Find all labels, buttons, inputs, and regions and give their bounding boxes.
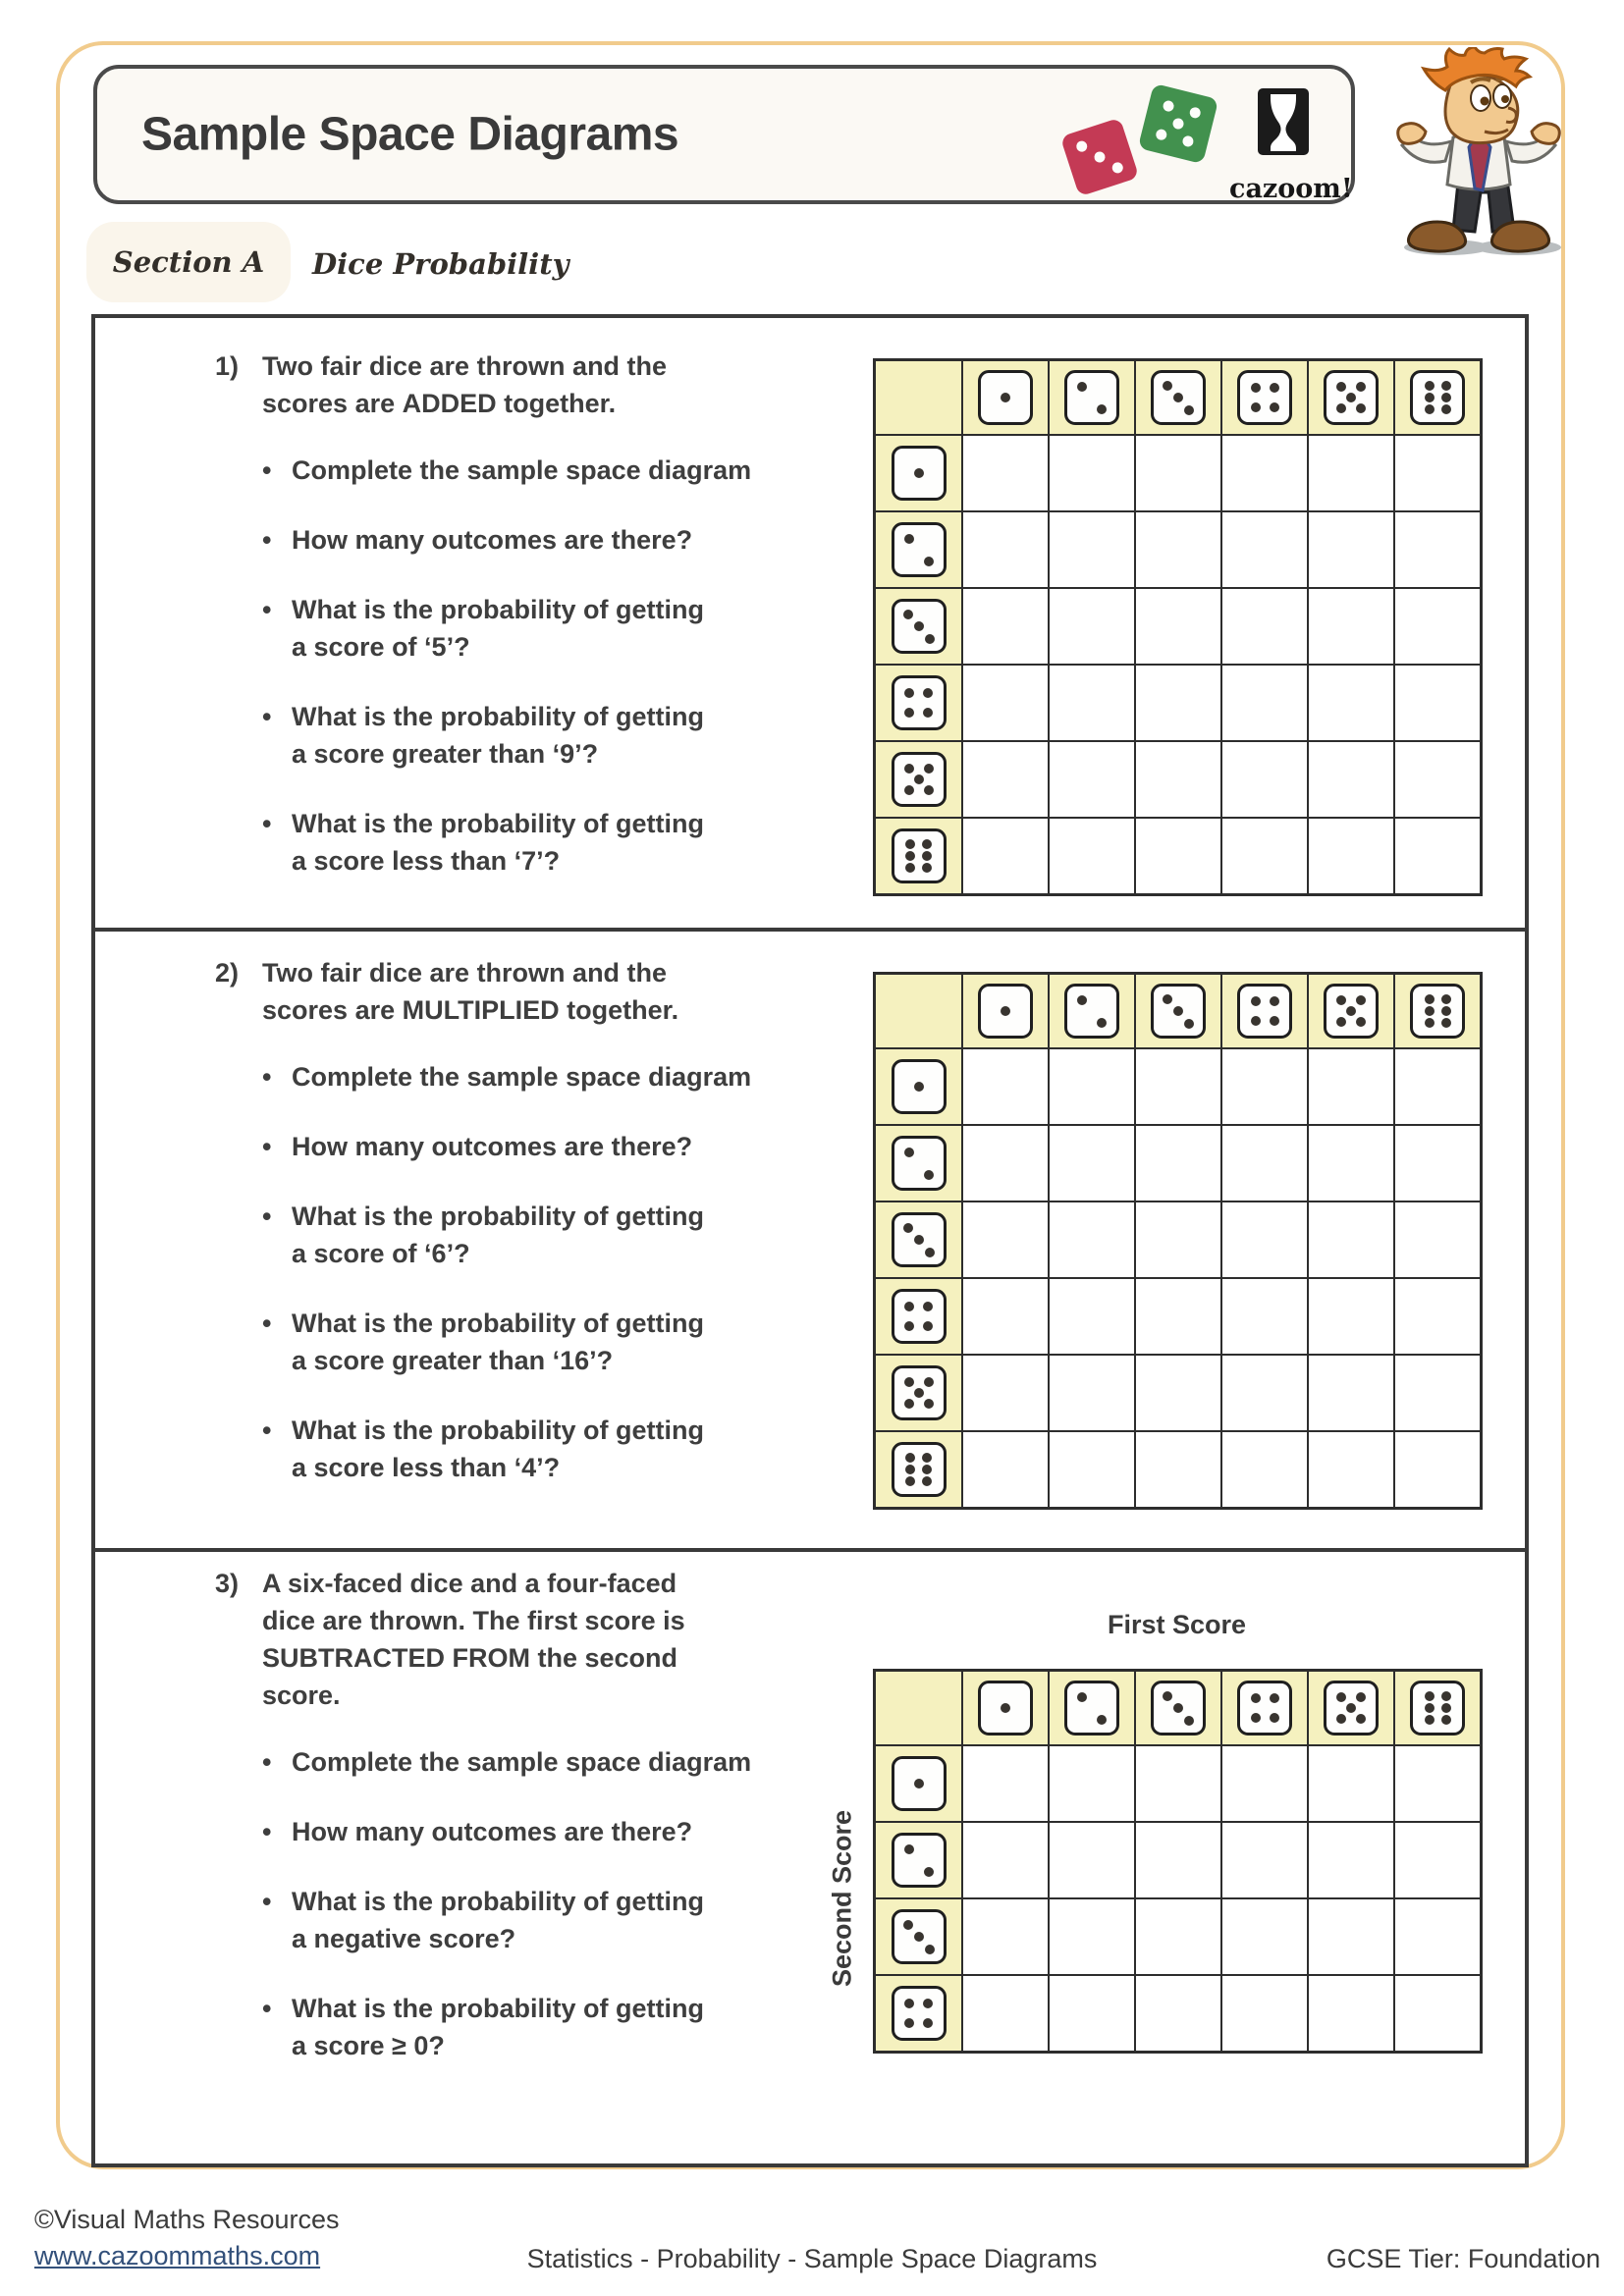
- grid-answer-cell: [963, 1746, 1048, 1821]
- grid-answer-cell: [1309, 1126, 1393, 1201]
- grid-answer-cell: [1395, 1746, 1480, 1821]
- brand-logo: [1229, 88, 1353, 204]
- grid-answer-cell: [1222, 1746, 1307, 1821]
- grid-answer-cell: [1136, 1823, 1220, 1897]
- grid-answer-cell: [1222, 1976, 1307, 2051]
- die-2-icon: [892, 1833, 947, 1888]
- grid-answer-cell: [1222, 589, 1307, 664]
- question-intro: 1) Two fair dice are thrown and the scores are ADDED together.: [215, 347, 804, 422]
- section-label: Section A: [112, 245, 265, 279]
- section-label-pill: [86, 222, 291, 302]
- grid-answer-cell: [1395, 1202, 1480, 1277]
- copyright-text: ©Visual Maths Resources: [34, 2205, 340, 2234]
- page-title: Sample Space Diagrams: [141, 108, 679, 161]
- question-bullet: • How many outcomes are there?: [256, 521, 804, 559]
- die-3-icon: [892, 1212, 947, 1267]
- grid-answer-cell: [1050, 1432, 1134, 1507]
- grid-corner-cell: [876, 975, 961, 1047]
- grid-row-header: [876, 1356, 961, 1430]
- grid-answer-cell: [1309, 436, 1393, 510]
- grid-answer-cell: [1309, 742, 1393, 817]
- die-3-icon: [892, 599, 947, 654]
- die-2-icon: [1064, 370, 1119, 425]
- grid-answer-cell: [1309, 1202, 1393, 1277]
- die-1-icon: [892, 446, 947, 501]
- grid-answer-cell: [1136, 819, 1220, 893]
- die-3-icon: [1151, 370, 1206, 425]
- grid-answer-cell: [1309, 1432, 1393, 1507]
- grid-answer-cell: [1395, 1976, 1480, 2051]
- grid-column-header: [1395, 1672, 1480, 1744]
- grid-row-header: [876, 819, 961, 893]
- bullet-icon: •: [262, 1308, 272, 1338]
- question-bullet: • What is the probability of getting a score less than ‘7’?: [256, 805, 804, 880]
- grid-answer-cell: [1050, 436, 1134, 510]
- grid-answer-cell: [1395, 512, 1480, 587]
- grid-answer-cell: [1136, 742, 1220, 817]
- grid-answer-cell: [963, 1202, 1048, 1277]
- grid-column-header: [1136, 1672, 1220, 1744]
- question-bullet-list: [215, 1058, 804, 1486]
- grid-answer-cell: [1050, 742, 1134, 817]
- sample-space-grid-3: [873, 1669, 1483, 2054]
- grid-column-header: [963, 975, 1048, 1047]
- die-2-icon: [892, 1136, 947, 1191]
- grid-answer-cell: [1395, 666, 1480, 740]
- grid-row-header: [876, 1202, 961, 1277]
- brand-logo-text: cazoom!: [1229, 174, 1353, 204]
- question-bullet: • What is the probability of getting a negative score?: [256, 1883, 804, 1957]
- grid-answer-cell: [1222, 512, 1307, 587]
- grid-answer-cell: [1136, 1279, 1220, 1354]
- question-bullet: • Complete the sample space diagram: [256, 1058, 804, 1095]
- sample-space-grid-2: [873, 972, 1483, 1510]
- bullet-icon: •: [262, 1747, 272, 1777]
- grid-column-header: [1050, 975, 1134, 1047]
- grid-answer-cell: [1136, 589, 1220, 664]
- grid-answer-cell: [963, 1976, 1048, 2051]
- grid-answer-cell: [1136, 1049, 1220, 1124]
- grid-corner-cell: [876, 361, 961, 434]
- die-4-icon: [1237, 1681, 1292, 1735]
- grid-row-header: [876, 436, 961, 510]
- die-2-icon: [1064, 984, 1119, 1039]
- grid-row-header: [876, 666, 961, 740]
- question-intro: 2) Two fair dice are thrown and the scores are MULTIPLIED together.: [215, 954, 804, 1029]
- first-score-label: First Score: [1107, 1610, 1247, 1639]
- die-5-icon: [1324, 1681, 1379, 1735]
- grid-row-header: [876, 1432, 961, 1507]
- grid-answer-cell: [1395, 1126, 1480, 1201]
- question-bullet: • What is the probability of getting a score greater than ‘16’?: [256, 1305, 804, 1379]
- die-6-icon: [1410, 1681, 1465, 1735]
- grid-answer-cell: [1222, 1823, 1307, 1897]
- grid-column-header: [963, 361, 1048, 434]
- die-1-icon: [978, 1681, 1033, 1735]
- question-bullet: • What is the probability of getting a score of ‘5’?: [256, 591, 804, 666]
- grid-answer-cell: [1395, 1899, 1480, 1974]
- die-5-icon: [892, 752, 947, 807]
- grid-answer-cell: [1222, 1432, 1307, 1507]
- grid-answer-cell: [1395, 1356, 1480, 1430]
- grid-answer-cell: [1050, 819, 1134, 893]
- second-score-label: Second Score: [827, 1809, 857, 1988]
- grid-answer-cell: [1395, 1279, 1480, 1354]
- die-4-icon: [892, 1986, 947, 2041]
- grid-answer-cell: [1136, 1899, 1220, 1974]
- die-2-icon: [1064, 1681, 1119, 1735]
- grid-answer-cell: [1050, 1976, 1134, 2051]
- die-3-icon: [1151, 1681, 1206, 1735]
- bullet-icon: •: [262, 809, 272, 838]
- grid-row-header: [876, 742, 961, 817]
- grid-answer-cell: [1309, 1899, 1393, 1974]
- grid-answer-cell: [1050, 1126, 1134, 1201]
- question-number: 3): [215, 1569, 240, 1598]
- die-3-icon: [892, 1909, 947, 1964]
- grid-answer-cell: [1050, 1899, 1134, 1974]
- grid-answer-cell: [1309, 1746, 1393, 1821]
- grid-answer-cell: [963, 1356, 1048, 1430]
- question-3-text: [215, 1565, 804, 2097]
- question-bullet: • Complete the sample space diagram: [256, 1743, 804, 1781]
- grid-row-header: [876, 1976, 961, 2051]
- grid-answer-cell: [1222, 1899, 1307, 1974]
- grid-row-header: [876, 1126, 961, 1201]
- grid-column-header: [1222, 361, 1307, 434]
- grid-answer-cell: [963, 1432, 1048, 1507]
- grid-answer-cell: [1309, 1356, 1393, 1430]
- grid-column-header: [1222, 975, 1307, 1047]
- grid-answer-cell: [1222, 1356, 1307, 1430]
- grid-answer-cell: [1222, 819, 1307, 893]
- section-title: Dice Probability: [312, 247, 569, 281]
- grid-answer-cell: [963, 1126, 1048, 1201]
- grid-answer-cell: [1050, 1356, 1134, 1430]
- grid-answer-cell: [1309, 589, 1393, 664]
- question-bullet: • What is the probability of getting a score ≥ 0?: [256, 1990, 804, 2064]
- die-2-icon: [892, 522, 947, 577]
- grid-answer-cell: [1136, 1746, 1220, 1821]
- grid-answer-cell: [1222, 1049, 1307, 1124]
- grid-column-header: [1050, 361, 1134, 434]
- grid-answer-cell: [1222, 1126, 1307, 1201]
- grid-answer-cell: [1395, 1432, 1480, 1507]
- question-1-text: [215, 347, 804, 912]
- grid-column-header: [1309, 361, 1393, 434]
- grid-answer-cell: [1136, 1976, 1220, 2051]
- question-number: 1): [215, 351, 240, 381]
- grid-column-header: [1136, 361, 1220, 434]
- grid-answer-cell: [1222, 1202, 1307, 1277]
- sample-space-grid-1: [873, 358, 1483, 896]
- die-6-icon: [1410, 984, 1465, 1039]
- die-4-icon: [1237, 984, 1292, 1039]
- question-bullet: • How many outcomes are there?: [256, 1813, 804, 1850]
- bullet-icon: •: [262, 595, 272, 624]
- question-bullet: • What is the probability of getting a score greater than ‘9’?: [256, 698, 804, 773]
- die-4-icon: [892, 1289, 947, 1344]
- section-divider: [95, 1548, 1525, 1552]
- question-bullet: • What is the probability of getting a score less than ‘4’?: [256, 1412, 804, 1486]
- question-bullet-list: [215, 452, 804, 880]
- die-1-icon: [978, 370, 1033, 425]
- grid-answer-cell: [1222, 742, 1307, 817]
- die-5-icon: [1324, 370, 1379, 425]
- grid-row-header: [876, 1746, 961, 1821]
- bullet-icon: •: [262, 1994, 272, 2023]
- question-bullet: • Complete the sample space diagram: [256, 452, 804, 489]
- grid-answer-cell: [1136, 1202, 1220, 1277]
- grid-answer-cell: [1395, 1049, 1480, 1124]
- grid-answer-cell: [1050, 1049, 1134, 1124]
- grid-answer-cell: [963, 436, 1048, 510]
- grid-answer-cell: [1309, 819, 1393, 893]
- grid-answer-cell: [1222, 666, 1307, 740]
- die-6-icon: [1410, 370, 1465, 425]
- grid-answer-cell: [1136, 1432, 1220, 1507]
- grid-answer-cell: [1309, 512, 1393, 587]
- grid-answer-cell: [1050, 512, 1134, 587]
- question-intro: 3) A six-faced dice and a four-faced dice are thrown. The first score is SUBTRACTED FROM the second score.: [215, 1565, 804, 1714]
- grid-answer-cell: [1395, 819, 1480, 893]
- grid-answer-cell: [963, 1049, 1048, 1124]
- question-bullet: • What is the probability of getting a score of ‘6’?: [256, 1198, 804, 1272]
- grid-answer-cell: [963, 1279, 1048, 1354]
- die-1-icon: [892, 1756, 947, 1811]
- grid-answer-cell: [1395, 436, 1480, 510]
- grid-answer-cell: [1309, 1049, 1393, 1124]
- grid-row-header: [876, 1899, 961, 1974]
- grid-row-header: [876, 1823, 961, 1897]
- die-5-icon: [892, 1365, 947, 1420]
- bullet-icon: •: [262, 1415, 272, 1445]
- grid-answer-cell: [1309, 1279, 1393, 1354]
- question-number: 2): [215, 958, 240, 988]
- footer-topic-text: Statistics - Probability - Sample Space Diagrams: [526, 2244, 1098, 2273]
- bullet-icon: •: [262, 1062, 272, 1092]
- grid-row-header: [876, 1279, 961, 1354]
- grid-answer-cell: [963, 742, 1048, 817]
- grid-answer-cell: [963, 1899, 1048, 1974]
- die-1-icon: [892, 1059, 947, 1114]
- grid-answer-cell: [1136, 512, 1220, 587]
- bullet-icon: •: [262, 525, 272, 555]
- grid-corner-cell: [876, 1672, 961, 1744]
- die-6-icon: [892, 828, 947, 883]
- grid-answer-cell: [1222, 436, 1307, 510]
- grid-answer-cell: [963, 819, 1048, 893]
- grid-answer-cell: [1136, 436, 1220, 510]
- die-4-icon: [892, 675, 947, 730]
- grid-row-header: [876, 1049, 961, 1124]
- question-bullet-list: [215, 1743, 804, 2064]
- grid-row-header: [876, 512, 961, 587]
- grid-column-header: [1395, 975, 1480, 1047]
- grid-column-header: [1309, 975, 1393, 1047]
- grid-answer-cell: [1309, 1976, 1393, 2051]
- grid-column-header: [1136, 975, 1220, 1047]
- grid-answer-cell: [1395, 1823, 1480, 1897]
- footer-tier-text: GCSE Tier: Foundation: [1326, 2244, 1600, 2273]
- grid-answer-cell: [1309, 1823, 1393, 1897]
- die-6-icon: [892, 1442, 947, 1497]
- grid-answer-cell: [1222, 1279, 1307, 1354]
- grid-column-header: [1222, 1672, 1307, 1744]
- grid-answer-cell: [1309, 666, 1393, 740]
- die-1-icon: [978, 984, 1033, 1039]
- goblet-icon: [1258, 88, 1309, 167]
- grid-answer-cell: [1395, 742, 1480, 817]
- bullet-icon: •: [262, 1132, 272, 1161]
- grid-answer-cell: [963, 1823, 1048, 1897]
- die-4-icon: [1237, 370, 1292, 425]
- grid-answer-cell: [963, 589, 1048, 664]
- grid-answer-cell: [1050, 1746, 1134, 1821]
- bullet-icon: •: [262, 455, 272, 485]
- die-3-icon: [1151, 984, 1206, 1039]
- grid-answer-cell: [1136, 666, 1220, 740]
- grid-row-header: [876, 589, 961, 664]
- grid-answer-cell: [1050, 1279, 1134, 1354]
- bullet-icon: •: [262, 1887, 272, 1916]
- mascot-character: [1382, 47, 1575, 261]
- question-2-text: [215, 954, 804, 1519]
- grid-answer-cell: [1136, 1126, 1220, 1201]
- bullet-icon: •: [262, 1817, 272, 1846]
- grid-answer-cell: [1050, 666, 1134, 740]
- grid-answer-cell: [1050, 589, 1134, 664]
- question-bullet: • How many outcomes are there?: [256, 1128, 804, 1165]
- grid-answer-cell: [963, 666, 1048, 740]
- website-link[interactable]: www.cazoommaths.com: [34, 2241, 321, 2270]
- grid-answer-cell: [1050, 1202, 1134, 1277]
- grid-answer-cell: [1395, 589, 1480, 664]
- grid-column-header: [1309, 1672, 1393, 1744]
- section-divider: [95, 928, 1525, 932]
- grid-column-header: [1050, 1672, 1134, 1744]
- grid-column-header: [1395, 361, 1480, 434]
- grid-answer-cell: [963, 512, 1048, 587]
- die-5-icon: [1324, 984, 1379, 1039]
- grid-answer-cell: [1136, 1356, 1220, 1430]
- grid-column-header: [963, 1672, 1048, 1744]
- grid-answer-cell: [1050, 1823, 1134, 1897]
- bullet-icon: •: [262, 1201, 272, 1231]
- bullet-icon: •: [262, 702, 272, 731]
